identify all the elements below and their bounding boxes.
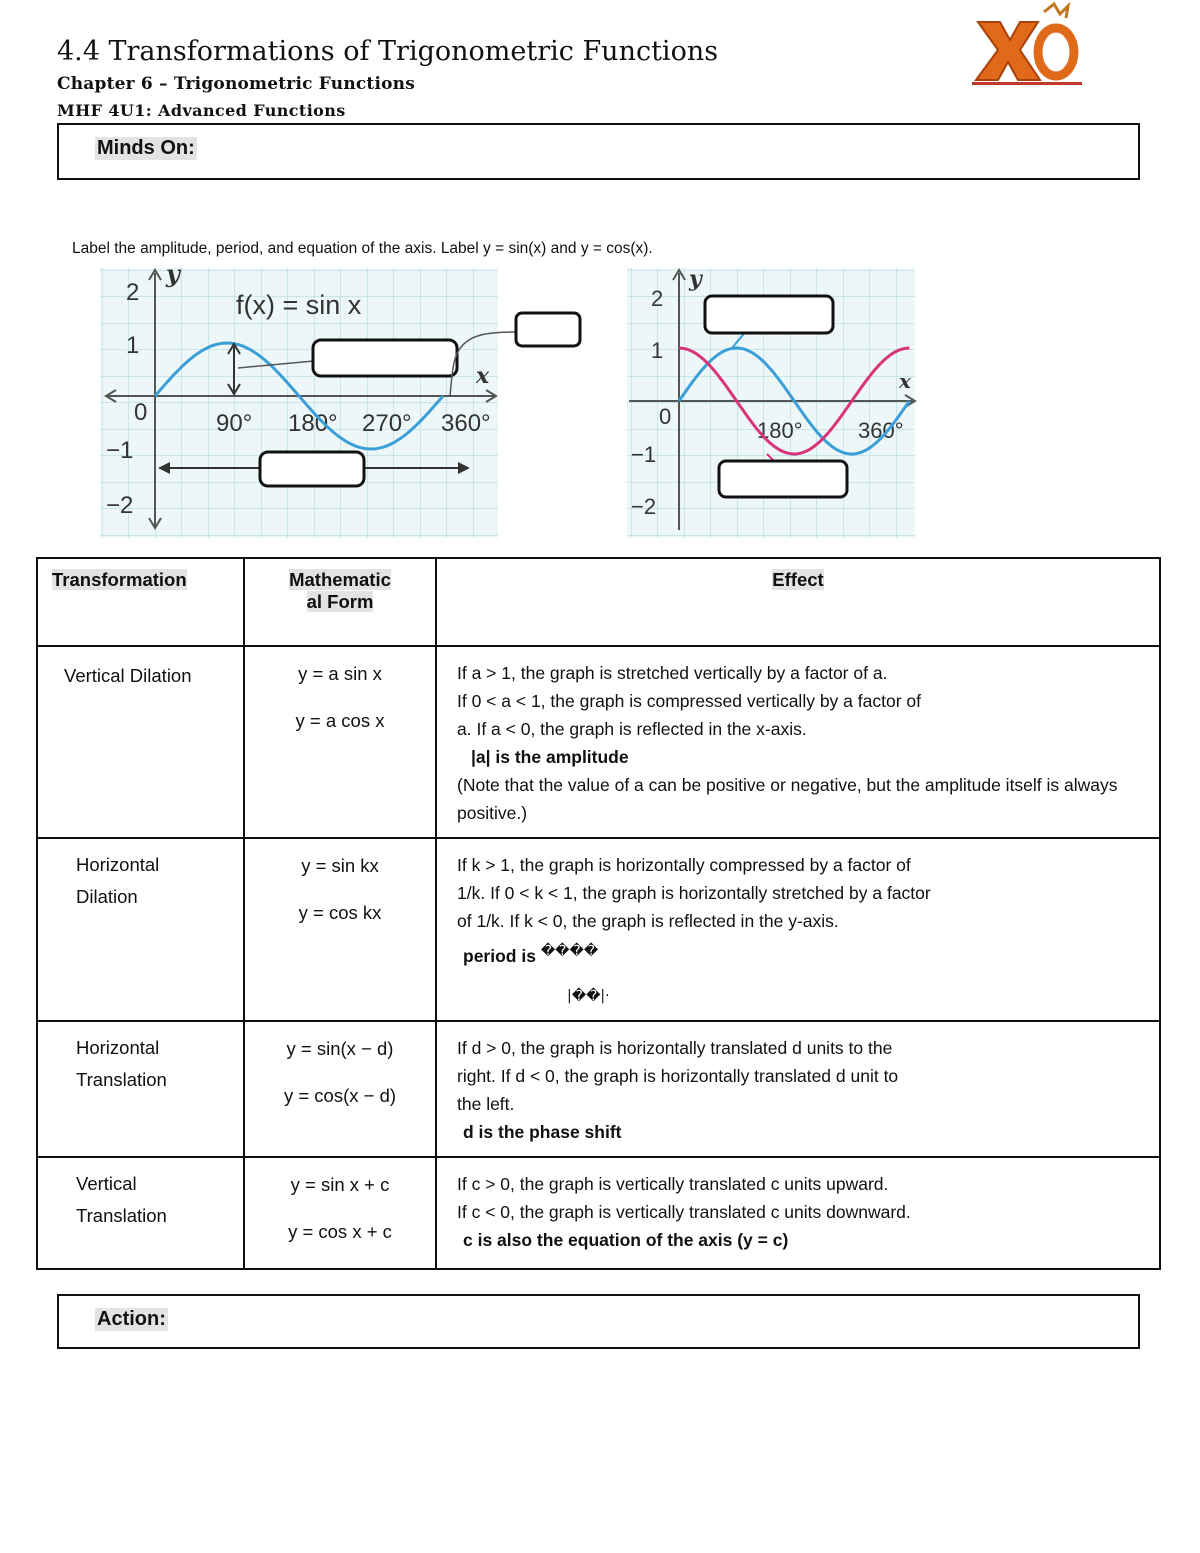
x-tick: 90° bbox=[216, 410, 253, 437]
cosine-label-box[interactable] bbox=[719, 461, 847, 497]
header-effect: Effect bbox=[436, 558, 1160, 646]
amplitude-answer-box[interactable] bbox=[313, 340, 457, 376]
y-tick: 0 bbox=[659, 404, 672, 429]
phase-shift-note: d is the phase shift bbox=[463, 1121, 622, 1142]
table-row bbox=[37, 646, 1160, 838]
y-tick: −2 bbox=[631, 494, 657, 519]
y-tick: −1 bbox=[631, 442, 657, 467]
math-form: y = sin(x − d) y = cos(x − d) bbox=[244, 1021, 436, 1157]
school-logo bbox=[968, 2, 1086, 88]
math-form: y = sin x + c y = cos x + c bbox=[244, 1157, 436, 1269]
y-axis-label: y bbox=[689, 268, 702, 292]
y-tick: 1 bbox=[651, 338, 664, 363]
x-tick: 360° bbox=[441, 410, 491, 437]
minds-on-section bbox=[57, 123, 1140, 180]
table-row bbox=[37, 1021, 1160, 1157]
math-form: y = a sin x y = a cos x bbox=[244, 646, 436, 838]
transformation-name: Vertical Dilation bbox=[37, 646, 244, 838]
effect: If a > 1, the graph is stretched vertically by a factor of a. If 0 < a < 1, the graph is compressed vertically by a factor of a. If a < 0, the graph is reflected in the x-axis. |a| is the amplitude (Note that the value of a can be positive or negative, but the amplitude itself is always positive.) bbox=[436, 646, 1160, 838]
page-title: 4.4 Transformations of Trigonometric Functions bbox=[57, 36, 719, 67]
graph-title: f(x) = sin x bbox=[236, 290, 362, 320]
x-tick: 180° bbox=[288, 410, 338, 437]
action-label: Action: bbox=[97, 1308, 166, 1330]
x-tick: 180° bbox=[757, 418, 803, 443]
effect: If d > 0, the graph is horizontally translated d units to the right. If d < 0, the graph is horizontally translated d unit to the left. d is the phase shift bbox=[436, 1021, 1160, 1157]
transformations-table bbox=[36, 557, 1161, 1270]
minds-on-label: Minds On: bbox=[97, 137, 195, 159]
header-transformation: Transformation bbox=[37, 558, 244, 646]
effect: If c > 0, the graph is vertically translated c units upward. If c < 0, the graph is vertically translated c units downward. c is also the equation of the axis (y = c) bbox=[436, 1157, 1160, 1269]
y-tick: 2 bbox=[651, 286, 664, 311]
y-tick: 0 bbox=[134, 399, 148, 426]
action-section bbox=[57, 1294, 1140, 1349]
x-tick: 270° bbox=[362, 410, 412, 437]
y-tick: −2 bbox=[106, 492, 134, 519]
course-subtitle: MHF 4U1: Advanced Functions bbox=[57, 101, 346, 120]
transformation-name: Vertical Translation bbox=[37, 1157, 244, 1269]
y-tick: 1 bbox=[126, 332, 140, 359]
math-form: y = sin kx y = cos kx bbox=[244, 838, 436, 1021]
y-tick: 2 bbox=[126, 279, 140, 306]
period-answer-box[interactable] bbox=[260, 452, 364, 486]
x-axis-label: x bbox=[899, 369, 911, 393]
transformation-name: Horizontal Translation bbox=[37, 1021, 244, 1157]
amplitude-note: |a| is the amplitude bbox=[471, 747, 629, 767]
period-note: period is ���� bbox=[463, 943, 599, 966]
y-axis-label: y bbox=[166, 268, 180, 288]
x-tick: 360° bbox=[858, 418, 904, 443]
table-row bbox=[37, 838, 1160, 1021]
sine-label-box[interactable] bbox=[705, 296, 833, 333]
sine-graph bbox=[100, 268, 582, 538]
equation-answer-box[interactable] bbox=[516, 313, 580, 346]
chapter-subtitle: Chapter 6 – Trigonometric Functions bbox=[57, 74, 416, 94]
table-header-row bbox=[37, 558, 1160, 646]
sine-cosine-graph bbox=[627, 268, 917, 538]
table-row bbox=[37, 1157, 1160, 1269]
axis-note: c is also the equation of the axis (y = c) bbox=[463, 1229, 789, 1250]
header-math-form: Mathematic al Form bbox=[244, 558, 436, 646]
x-axis-label: x bbox=[476, 363, 490, 389]
y-tick: −1 bbox=[106, 437, 134, 464]
effect: If k > 1, the graph is horizontally compressed by a factor of 1/k. If 0 < k < 1, the graph is horizontally stretched by a factor of 1/k. If k < 0, the graph is reflected in the y-axis. period is ���� |��|· bbox=[436, 838, 1160, 1021]
graph-instructions: Label the amplitude, period, and equation of the axis. Label y = sin(x) and y = cos(x). bbox=[72, 240, 653, 257]
transformation-name: Horizontal Dilation bbox=[37, 838, 244, 1021]
